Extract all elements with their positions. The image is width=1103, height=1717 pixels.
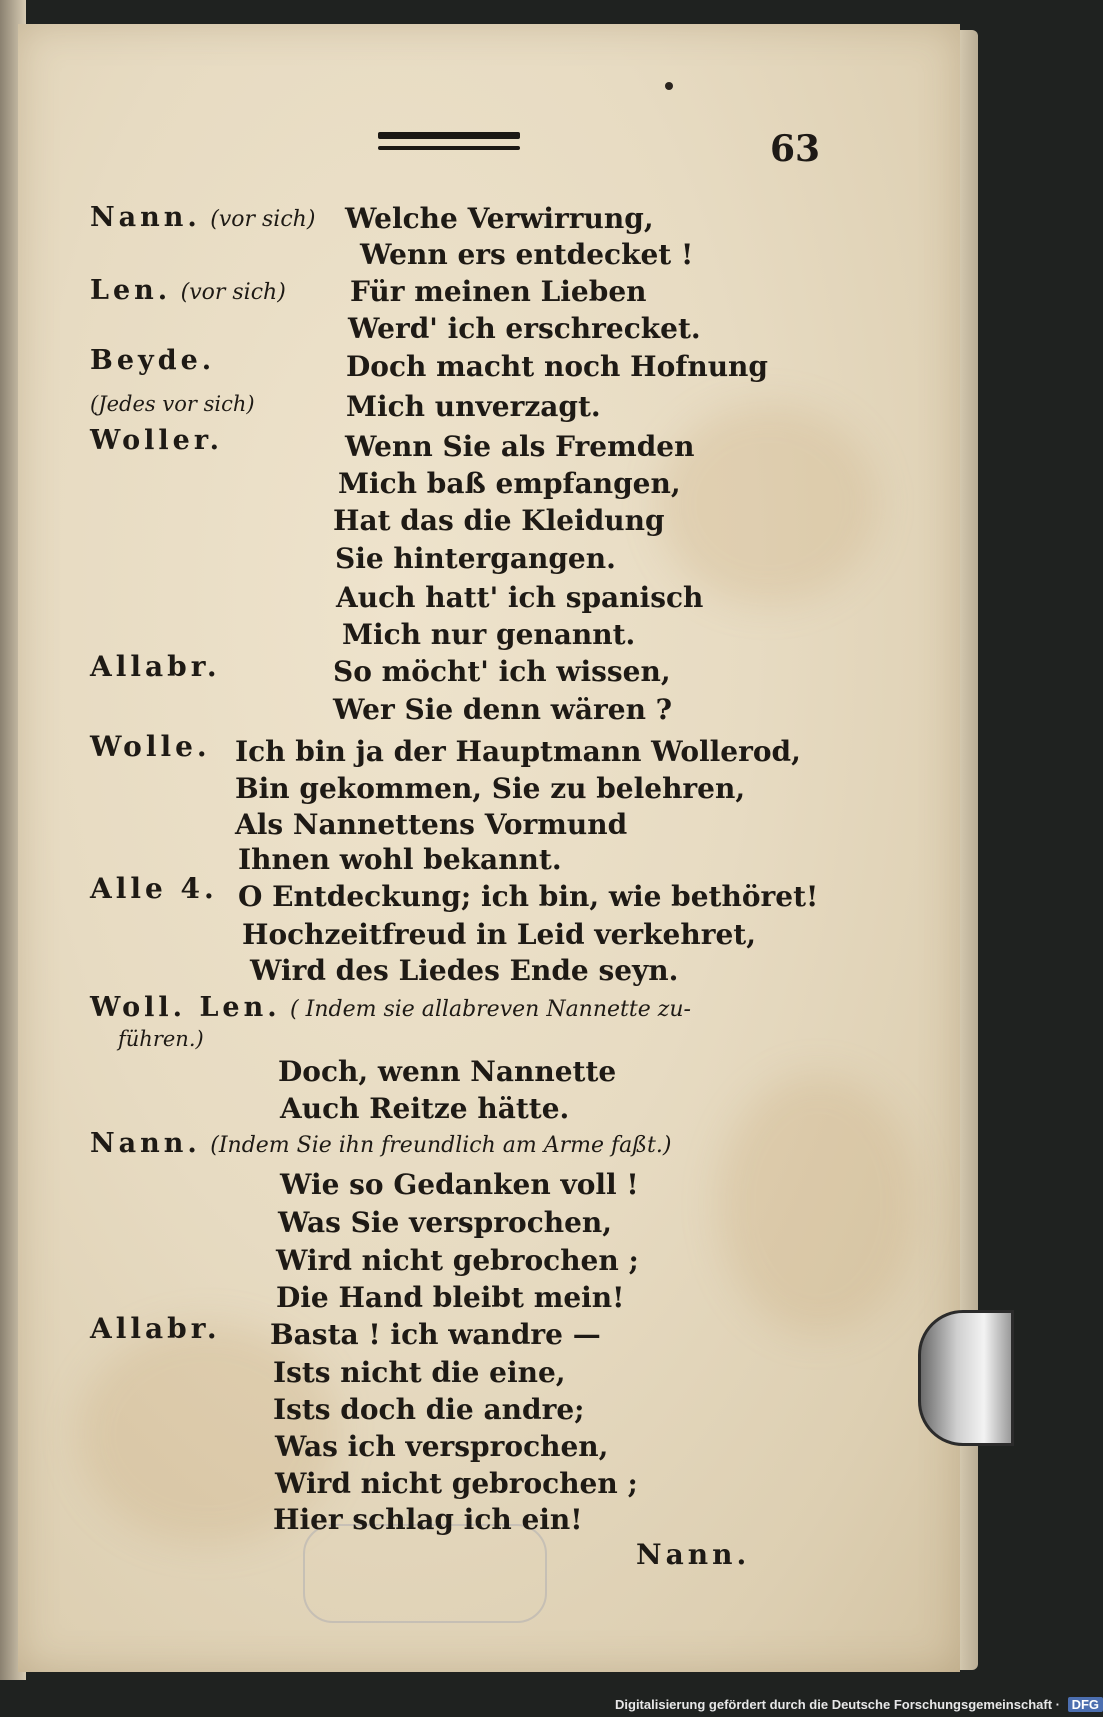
speaker: Alle 4. (90, 872, 218, 905)
speaker: Allabr. (90, 1312, 221, 1345)
footer-text: Digitalisierung gefördert durch die Deutsche Forschungsgemeinschaft · (615, 1697, 1060, 1712)
verse-line: Ists nicht die eine, (273, 1356, 566, 1389)
verse-line: Wenn ers entdecket ! (360, 238, 694, 271)
verse-line: Hat das die Kleidung (333, 504, 665, 537)
verse-line: Wird nicht gebrochen ; (276, 1244, 639, 1277)
verse-line: Sie hintergangen. (335, 542, 616, 575)
verse-line: Doch macht noch Hofnung (346, 350, 768, 383)
page-number: 63 (770, 128, 821, 170)
verse-line: Wie so Gedanken voll ! (280, 1168, 639, 1201)
verse-line: Als Nannettens Vormund (235, 808, 628, 841)
catchword: Nann. (636, 1538, 751, 1571)
speaker: Woll. Len. (90, 992, 281, 1023)
verse-line: O Entdeckung; ich bin, wie bethöret! (238, 880, 819, 913)
stage-direction: führen.) (118, 1027, 204, 1051)
verse-line: Ists doch die andre; (273, 1393, 585, 1426)
verse-line: Werd' ich erschrecket. (348, 312, 701, 345)
stage-direction: (vor sich) (180, 280, 286, 305)
verse-line: Wer Sie denn wären ? (333, 693, 673, 726)
speaker: Nann. (90, 202, 201, 233)
verse-line: Mich unverzagt. (346, 390, 601, 423)
speaker: Allabr. (90, 650, 221, 683)
text-line (90, 992, 691, 1023)
verse-line: Bin gekommen, Sie zu belehren, (235, 772, 746, 805)
header-rule-top (378, 132, 520, 139)
speaker: Woller. (90, 425, 223, 456)
verse-line: Basta ! ich wandre — (270, 1318, 601, 1351)
verse-line: Wenn Sie als Fremden (345, 430, 695, 463)
stage-direction: (vor sich) (210, 207, 316, 232)
text-line (90, 1128, 671, 1159)
speaker: Wolle. (90, 730, 211, 763)
verse-line: Wird des Liedes Ende seyn. (250, 954, 679, 987)
verse-line: Doch, wenn Nannette (278, 1055, 617, 1088)
paper-stain (718, 1074, 918, 1334)
verse-line: Die Hand bleibt mein! (276, 1281, 625, 1314)
ink-dot (665, 82, 673, 90)
verse-line: Auch Reitze hätte. (280, 1092, 570, 1125)
verse-line: Wird nicht gebrochen ; (275, 1467, 638, 1500)
header-rule-bottom (378, 146, 520, 150)
verse-line: Hier schlag ich ein! (273, 1503, 583, 1536)
text-line (90, 275, 286, 306)
verse-line: Was ich versprochen, (275, 1430, 609, 1463)
speaker: Beyde. (90, 345, 216, 376)
verse-line: Ihnen wohl bekannt. (238, 843, 562, 876)
stage-direction: ( Indem sie allabreven Nannette zu- (290, 997, 691, 1022)
dfg-logo: DFG (1068, 1697, 1103, 1712)
speaker: Nann. (90, 1128, 201, 1159)
verse-line: Auch hatt' ich spanisch (336, 581, 704, 614)
verse-line: Ich bin ja der Hauptmann Wollerod, (235, 735, 801, 768)
stage-direction: (Indem Sie ihn freundlich am Arme faßt.) (210, 1133, 672, 1158)
page-clip (918, 1310, 1014, 1446)
verse-line: Welche Verwirrung, (345, 202, 654, 235)
footer-credit (615, 1697, 1103, 1712)
stage-direction: (Jedes vor sich) (90, 392, 255, 416)
verse-line: Für meinen Lieben (350, 275, 647, 308)
library-stamp (303, 1524, 547, 1623)
verse-line: Mich nur genannt. (342, 618, 636, 651)
text-line (90, 202, 315, 233)
speaker: Len. (90, 275, 172, 306)
verse-line: So möcht' ich wissen, (333, 655, 671, 688)
verse-line: Was Sie versprochen, (278, 1206, 613, 1239)
verse-line: Hochzeitfreud in Leid verkehret, (242, 918, 756, 951)
verse-line: Mich baß empfangen, (338, 467, 681, 500)
